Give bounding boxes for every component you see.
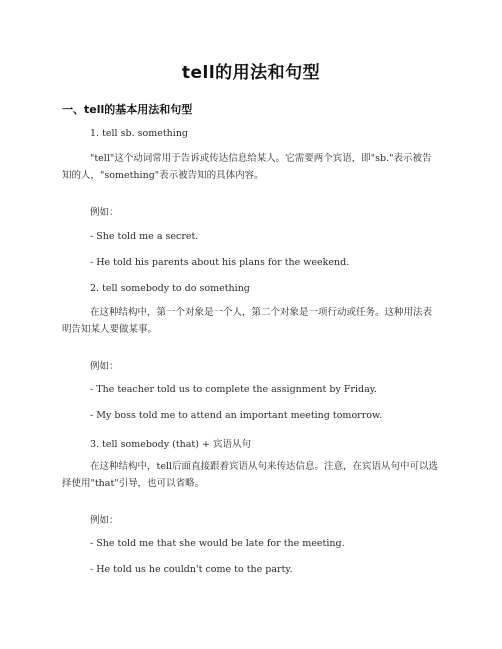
example-sentence-2-1: - The teacher told us to complete the assignment by Friday.	[90, 384, 377, 395]
item-description-3: 在这种结构中，tell后面直接跟着宾语从句来传达信息。注意，在宾语从句中可以选择使用"that"引导，也可以省略。	[62, 461, 439, 489]
example-sentence-3-1: - She told me that she would be late for the meeting.	[90, 538, 345, 549]
example-label-3: 例如：	[90, 515, 119, 526]
example-sentence-3-2: - He told us he couldn't come to the party.	[90, 564, 293, 575]
item-description-2: 在这种结构中，第一个对象是一个人，第二个对象是一项行动或任务。这种用法表明告知某人要做某事。	[62, 307, 433, 335]
page-title: tell的用法和句型	[181, 63, 321, 83]
example-label-2: 例如：	[90, 361, 119, 372]
item-description-1: "tell"这个动词常用于告诉或传达信息给某人。它需要两个宾语，即"sb."表示被告知的人，"something"表示被告知的具体内容。	[62, 153, 432, 181]
example-sentence-1-1: - She told me a secret.	[90, 231, 199, 242]
example-sentence-2-2: - My boss told me to attend an important meeting tomorrow.	[90, 410, 382, 421]
item-heading-1: 1. tell sb. something	[90, 128, 189, 139]
item-heading-2: 2. tell somebody to do something	[90, 283, 250, 294]
example-label-1: 例如：	[90, 207, 119, 218]
example-sentence-1-2: - He told his parents about his plans for the weekend.	[90, 257, 350, 268]
item-heading-3: 3. tell somebody (that) + 宾语从句	[90, 439, 251, 450]
section-heading: 一、tell的基本用法和句型	[62, 103, 193, 116]
